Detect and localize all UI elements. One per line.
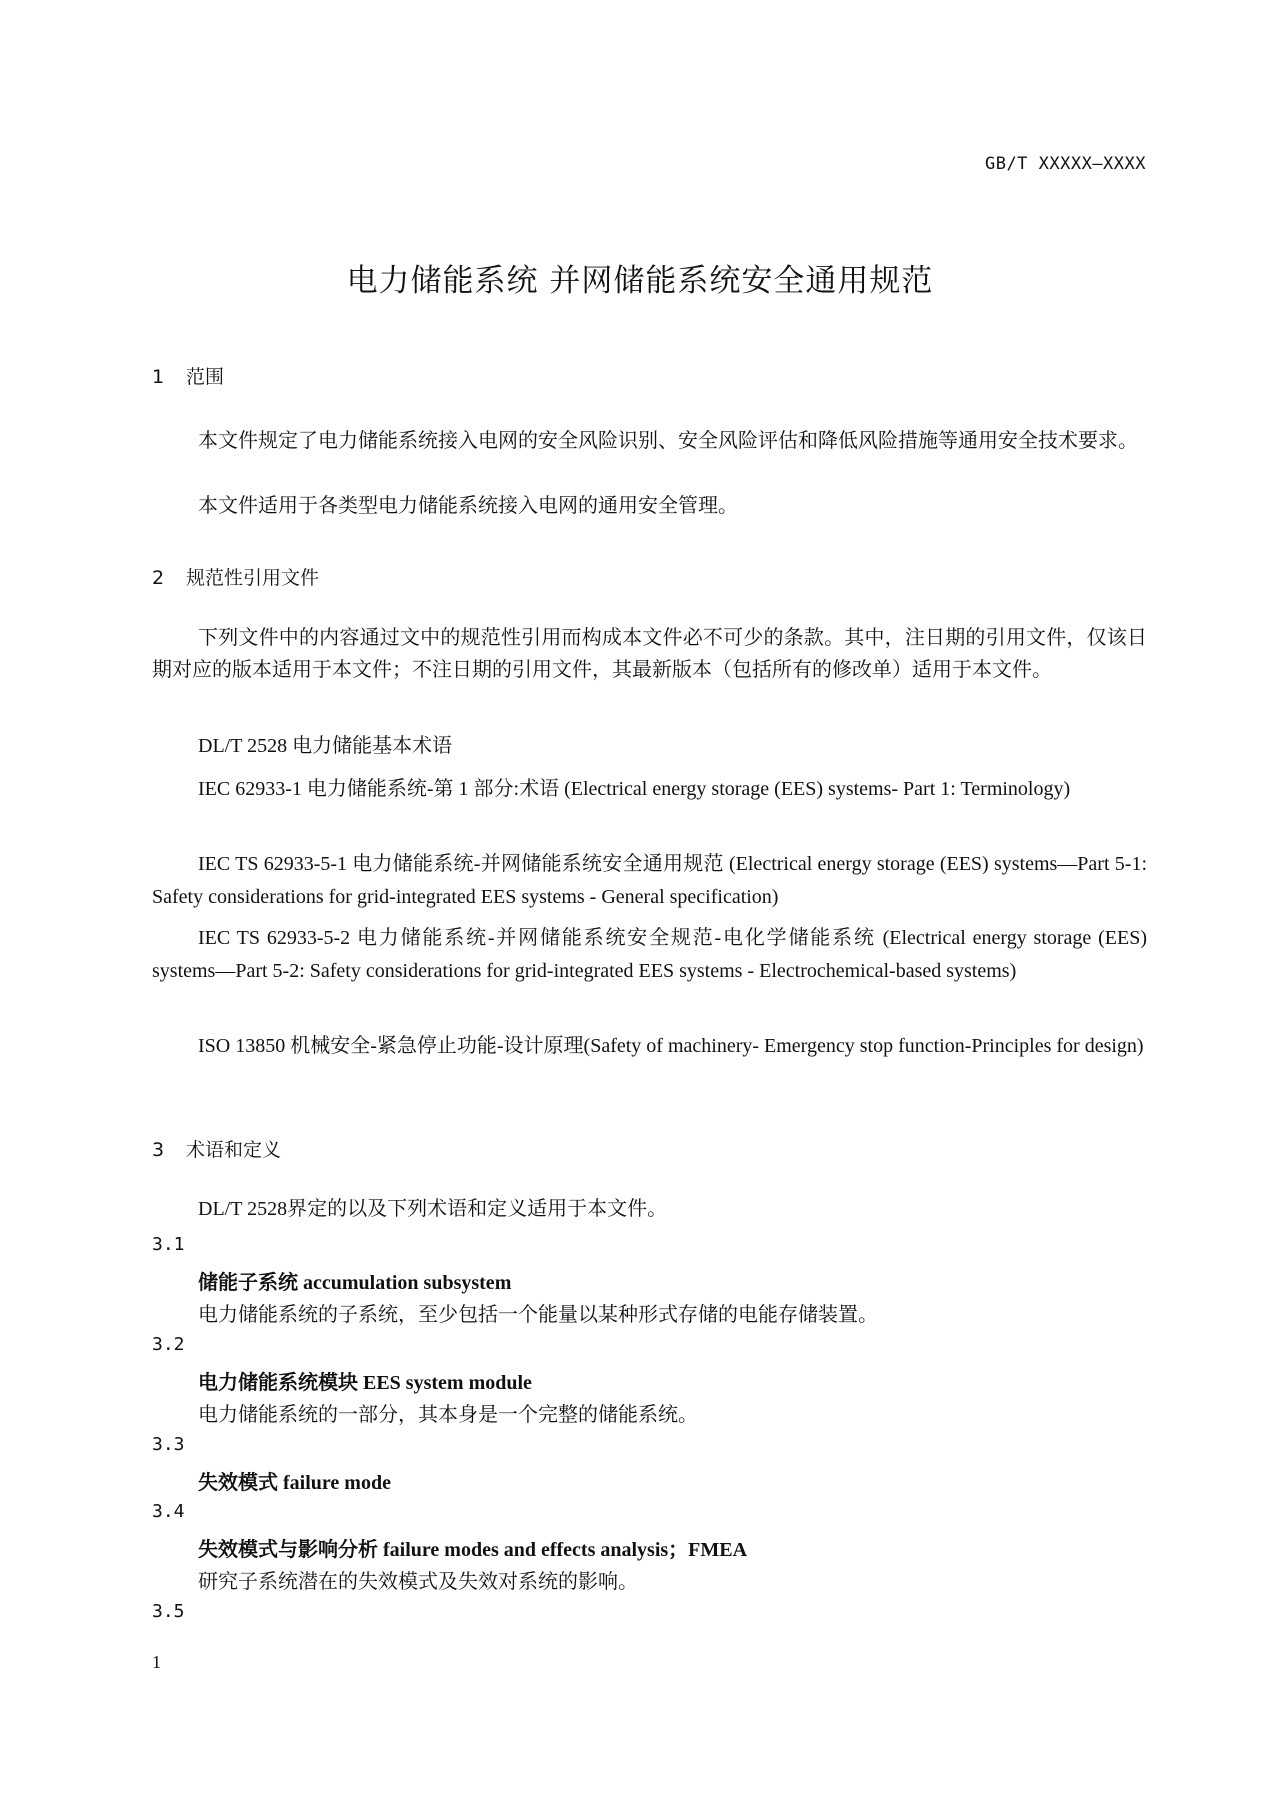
- term-number: 3.3: [152, 1434, 185, 1455]
- reference-item: IEC 62933-1 电力储能系统-第 1 部分:术语 (Electrical energy storage (EES) systems- Part 1: Terminology): [198, 778, 1071, 800]
- reference-item: DL/T 2528 电力储能基本术语: [198, 735, 453, 757]
- term-name: 失效模式与影响分析 failure modes and effects analysis；FMEA: [198, 1539, 748, 1561]
- section-2-heading: [152, 563, 319, 590]
- scope-paragraph: 本文件规定了电力储能系统接入电网的安全风险识别、安全风险评估和降低风险措施等通用安全技术要求。: [198, 430, 1138, 452]
- section-title: 术语和定义: [186, 1139, 282, 1161]
- section-1-heading: [152, 362, 224, 389]
- reference-item: ISO 13850 机械安全-紧急停止功能-设计原理(Safety of machinery- Emergency stop function-Principles for design): [198, 1035, 1144, 1057]
- term-number: 3.1: [152, 1234, 185, 1255]
- term-name: 储能子系统 accumulation subsystem: [198, 1272, 512, 1294]
- reference-item: IEC TS 62933-5-1 电力储能系统-并网储能系统安全通用规范 (Electrical energy storage (EES) systems—Part 5-1: Safety considerations for grid-integrated EES systems - General specification): [152, 853, 1147, 908]
- term-definition: 电力储能系统的一部分，其本身是一个完整的储能系统。: [198, 1404, 698, 1426]
- page-number: 1: [152, 1652, 161, 1672]
- section-number: 3: [152, 1139, 165, 1161]
- term-name: 失效模式 failure mode: [198, 1472, 391, 1494]
- section-number: 1: [152, 366, 165, 388]
- section-title: 范围: [186, 366, 225, 388]
- term-number: 3.2: [152, 1334, 185, 1355]
- term-number: 3.4: [152, 1501, 185, 1522]
- section-3-heading: [152, 1135, 281, 1162]
- term-definition: 电力储能系统的子系统，至少包括一个能量以某种形式存储的电能存储装置。: [198, 1304, 878, 1326]
- terms-intro: DL/T 2528界定的以及下列术语和定义适用于本文件。: [198, 1198, 668, 1220]
- scope-paragraph: 本文件适用于各类型电力储能系统接入电网的通用安全管理。: [198, 495, 738, 517]
- section-number: 2: [152, 567, 165, 589]
- references-intro: 下列文件中的内容通过文中的规范性引用而构成本文件必不可少的条款。其中，注日期的引用文件，仅该日期对应的版本适用于本文件；不注日期的引用文件，其最新版本（包括所有的修改单）适用于本文件。: [152, 627, 1147, 681]
- section-title: 规范性引用文件: [186, 567, 320, 589]
- reference-item: IEC TS 62933-5-2 电力储能系统-并网储能系统安全规范-电化学储能系统 (Electrical energy storage (EES) systems—Part 5-2: Safety considerations for grid-integrated EES systems - Electrochemical-based systems): [152, 927, 1147, 982]
- term-name: 电力储能系统模块 EES system module: [198, 1372, 532, 1394]
- standard-code: GB/T XXXXX—XXXX: [984, 154, 1146, 174]
- document-title: 电力储能系统 并网储能系统安全通用规范: [346, 263, 934, 299]
- term-number: 3.5: [152, 1601, 185, 1622]
- term-definition: 研究子系统潜在的失效模式及失效对系统的影响。: [198, 1571, 638, 1593]
